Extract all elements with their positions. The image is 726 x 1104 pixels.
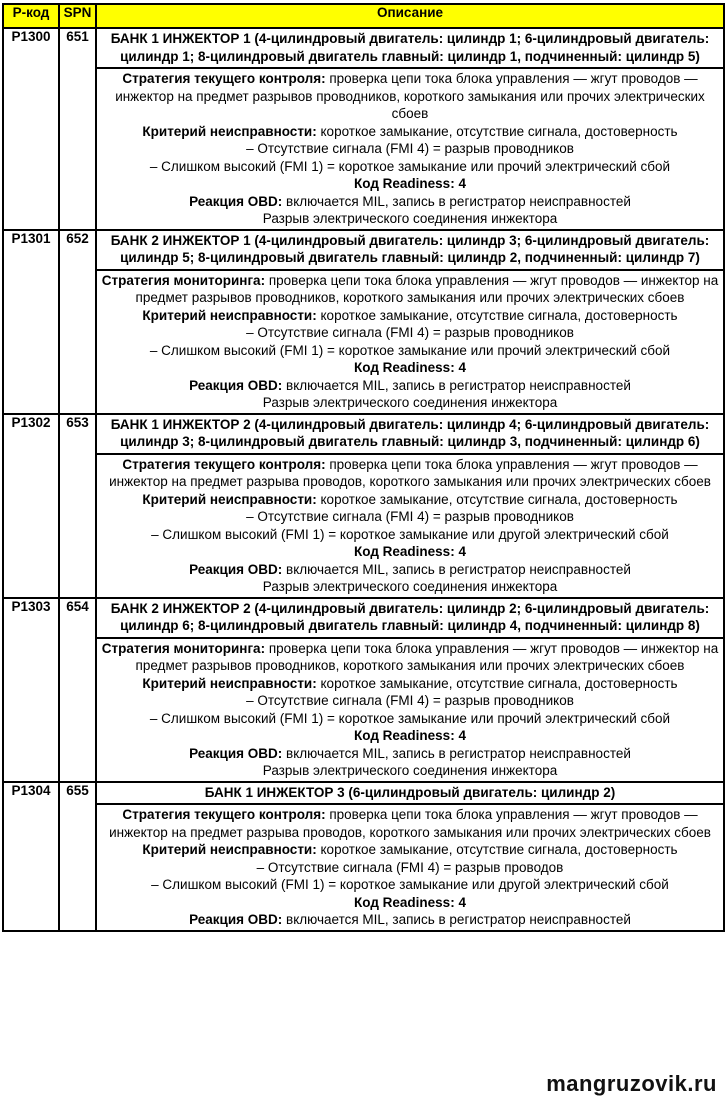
spn-number: 651 bbox=[59, 28, 96, 230]
readiness-code: Код Readiness: 4 bbox=[354, 728, 466, 743]
obd-paragraph bbox=[99, 561, 721, 579]
criteria-text: короткое замыкание, отсутствие сигнала, достоверность bbox=[320, 491, 678, 507]
obd-label: Реакция OBD: bbox=[189, 561, 283, 577]
obd-text: включается MIL, запись в регистратор неисправностей bbox=[286, 745, 631, 761]
strategy-text: проверка цепи тока блока управления — жгут проводов — инжектор на предмет разрывов проводников, короткого замыкания или прочих электрических сбоев bbox=[115, 71, 705, 121]
fault-description bbox=[96, 270, 724, 414]
injector-title: БАНК 2 ИНЖЕКТОР 2 (4-цилиндровый двигатель: цилиндр 2; 6-цилиндровый двигатель: цилиндр 6; 8-цилиндровый двигатель главный: цилиндр 4, подчиненный: цилиндр 8) bbox=[96, 598, 724, 638]
criteria-label: Критерий неисправности: bbox=[142, 842, 317, 857]
readiness-code: Код Readiness: 4 bbox=[354, 176, 466, 191]
table-row bbox=[3, 782, 724, 805]
criteria-label: Критерий неисправности: bbox=[142, 307, 317, 323]
spn-number: 654 bbox=[59, 598, 96, 782]
strategy-text: проверка цепи тока блока управления — жгут проводов — инжектор на предмет разрыва проводов, короткого замыкания или прочих электрических сбоев bbox=[109, 807, 711, 840]
header-spn: SPN bbox=[59, 4, 96, 28]
fmi1-line: – Слишком высокий (FMI 1) = короткое замыкание или другой электрический сбой bbox=[151, 526, 669, 542]
readiness-code: Код Readiness: 4 bbox=[354, 544, 466, 559]
site-watermark: mangruzovik.ru bbox=[543, 1071, 720, 1097]
strategy-label: Стратегия текущего контроля: bbox=[122, 456, 326, 472]
injector-title: БАНК 1 ИНЖЕКТОР 1 (4-цилиндровый двигатель: цилиндр 1; 6-цилиндровый двигатель: цилиндр 1; 8-цилиндровый двигатель главный: цилиндр 1, подчиненный: цилиндр 5) bbox=[96, 28, 724, 68]
criteria-label: Критерий неисправности: bbox=[142, 491, 317, 507]
criteria-text: короткое замыкание, отсутствие сигнала, достоверность bbox=[320, 675, 678, 691]
obd-paragraph bbox=[99, 745, 721, 763]
obd-text: включается MIL, запись в регистратор неисправностей bbox=[286, 912, 631, 927]
criteria-paragraph bbox=[99, 123, 721, 141]
criteria-label: Критерий неисправности: bbox=[142, 675, 317, 691]
table-row-details bbox=[3, 804, 724, 931]
strategy-text: проверка цепи тока блока управления — жгут проводов — инжектор на предмет разрывов проводников, короткого замыкания или прочих электрических сбоев bbox=[135, 272, 719, 305]
spn-number: 655 bbox=[59, 782, 96, 931]
injector-title: БАНК 1 ИНЖЕКТОР 2 (4-цилиндровый двигатель: цилиндр 4; 6-цилиндровый двигатель: цилиндр 3; 8-цилиндровый двигатель главный: цилиндр 3, подчиненный: цилиндр 6) bbox=[96, 414, 724, 454]
fault-description bbox=[96, 454, 724, 598]
strategy-label: Стратегия текущего контроля: bbox=[122, 807, 326, 822]
table-row bbox=[3, 598, 724, 638]
criteria-text: короткое замыкание, отсутствие сигнала, достоверность bbox=[320, 842, 678, 857]
fmi1-line: – Слишком высокий (FMI 1) = короткое замыкание или прочий электрический сбой bbox=[149, 342, 671, 358]
obd-paragraph bbox=[99, 377, 721, 395]
strategy-paragraph bbox=[99, 456, 721, 491]
strategy-label: Стратегия мониторинга: bbox=[101, 640, 266, 656]
strategy-label: Стратегия текущего контроля: bbox=[122, 71, 326, 86]
criteria-text: короткое замыкание, отсутствие сигнала, достоверность bbox=[320, 123, 678, 139]
table-row bbox=[3, 414, 724, 454]
injector-title: БАНК 2 ИНЖЕКТОР 1 (4-цилиндровый двигатель: цилиндр 3; 6-цилиндровый двигатель: цилиндр 5; 8-цилиндровый двигатель главный: цилиндр 2, подчиненный: цилиндр 7) bbox=[96, 230, 724, 270]
table-row bbox=[3, 230, 724, 270]
fault-description bbox=[96, 638, 724, 782]
p-code: P1302 bbox=[3, 414, 59, 598]
table-row-details bbox=[3, 68, 724, 230]
fmi4-line: – Отсутствие сигнала (FMI 4) = разрыв проводников bbox=[246, 693, 574, 708]
table-row-details bbox=[3, 270, 724, 414]
obd-paragraph bbox=[99, 911, 721, 929]
fault-description bbox=[96, 68, 724, 230]
strategy-paragraph bbox=[99, 806, 721, 841]
table-row bbox=[3, 28, 724, 68]
readiness-code: Код Readiness: 4 bbox=[354, 360, 466, 375]
obd-label: Реакция OBD: bbox=[189, 745, 283, 761]
summary-line: Разрыв электрического соединения инжектора bbox=[262, 763, 558, 778]
strategy-paragraph bbox=[99, 272, 721, 307]
injector-title: БАНК 1 ИНЖЕКТОР 3 (6-цилиндровый двигатель: цилиндр 2) bbox=[96, 782, 724, 805]
obd-paragraph bbox=[99, 193, 721, 211]
strategy-paragraph bbox=[99, 70, 721, 123]
p-code: P1300 bbox=[3, 28, 59, 230]
obd-text: включается MIL, запись в регистратор неисправностей bbox=[286, 377, 631, 393]
fmi1-line: – Слишком высокий (FMI 1) = короткое замыкание или другой электрический сбой bbox=[151, 877, 669, 892]
summary-line: Разрыв электрического соединения инжектора bbox=[262, 211, 558, 226]
fmi4-line: – Отсутствие сигнала (FMI 4) = разрыв проводников bbox=[246, 509, 574, 524]
table-row-details bbox=[3, 638, 724, 782]
criteria-text: короткое замыкание, отсутствие сигнала, достоверность bbox=[320, 307, 678, 323]
criteria-paragraph bbox=[99, 841, 721, 859]
obd-label: Реакция OBD: bbox=[189, 377, 283, 393]
fmi4-line: – Отсутствие сигнала (FMI 4) = разрыв проводников bbox=[246, 141, 574, 156]
fmi4-line: – Отсутствие сигнала (FMI 4) = разрыв проводов bbox=[256, 859, 564, 875]
criteria-paragraph bbox=[99, 491, 721, 509]
fmi1-line: – Слишком высокий (FMI 1) = короткое замыкание или прочий электрический сбой bbox=[149, 158, 671, 174]
spn-number: 652 bbox=[59, 230, 96, 414]
criteria-label: Критерий неисправности: bbox=[142, 123, 317, 139]
obd-label: Реакция OBD: bbox=[189, 912, 283, 927]
obd-text: включается MIL, запись в регистратор неисправностей bbox=[286, 193, 631, 209]
fmi4-line: – Отсутствие сигнала (FMI 4) = разрыв проводников bbox=[246, 325, 574, 340]
obd-code-table bbox=[2, 3, 725, 932]
header-description: Описание bbox=[96, 4, 724, 28]
table-row-details bbox=[3, 454, 724, 598]
criteria-paragraph bbox=[99, 307, 721, 325]
summary-line: Разрыв электрического соединения инжектора bbox=[262, 579, 558, 594]
strategy-label: Стратегия мониторинга: bbox=[101, 272, 266, 288]
obd-text: включается MIL, запись в регистратор неисправностей bbox=[286, 561, 631, 577]
summary-line: Разрыв электрического соединения инжектора bbox=[262, 395, 558, 410]
obd-label: Реакция OBD: bbox=[189, 193, 283, 209]
header-code: P-код bbox=[3, 4, 59, 28]
fmi1-line: – Слишком высокий (FMI 1) = короткое замыкание или прочий электрический сбой bbox=[149, 710, 671, 726]
p-code: P1304 bbox=[3, 782, 59, 931]
table-header-row bbox=[3, 4, 724, 28]
readiness-code: Код Readiness: 4 bbox=[354, 894, 466, 910]
criteria-paragraph bbox=[99, 675, 721, 693]
fault-description bbox=[96, 804, 724, 931]
strategy-text: проверка цепи тока блока управления — жгут проводов — инжектор на предмет разрыва проводов, короткого замыкания или прочих электрических сбоев bbox=[109, 456, 711, 489]
p-code: P1301 bbox=[3, 230, 59, 414]
spn-number: 653 bbox=[59, 414, 96, 598]
p-code: P1303 bbox=[3, 598, 59, 782]
strategy-text: проверка цепи тока блока управления — жгут проводов — инжектор на предмет разрывов проводников, короткого замыкания или прочих электрических сбоев bbox=[135, 640, 719, 673]
strategy-paragraph bbox=[99, 640, 721, 675]
